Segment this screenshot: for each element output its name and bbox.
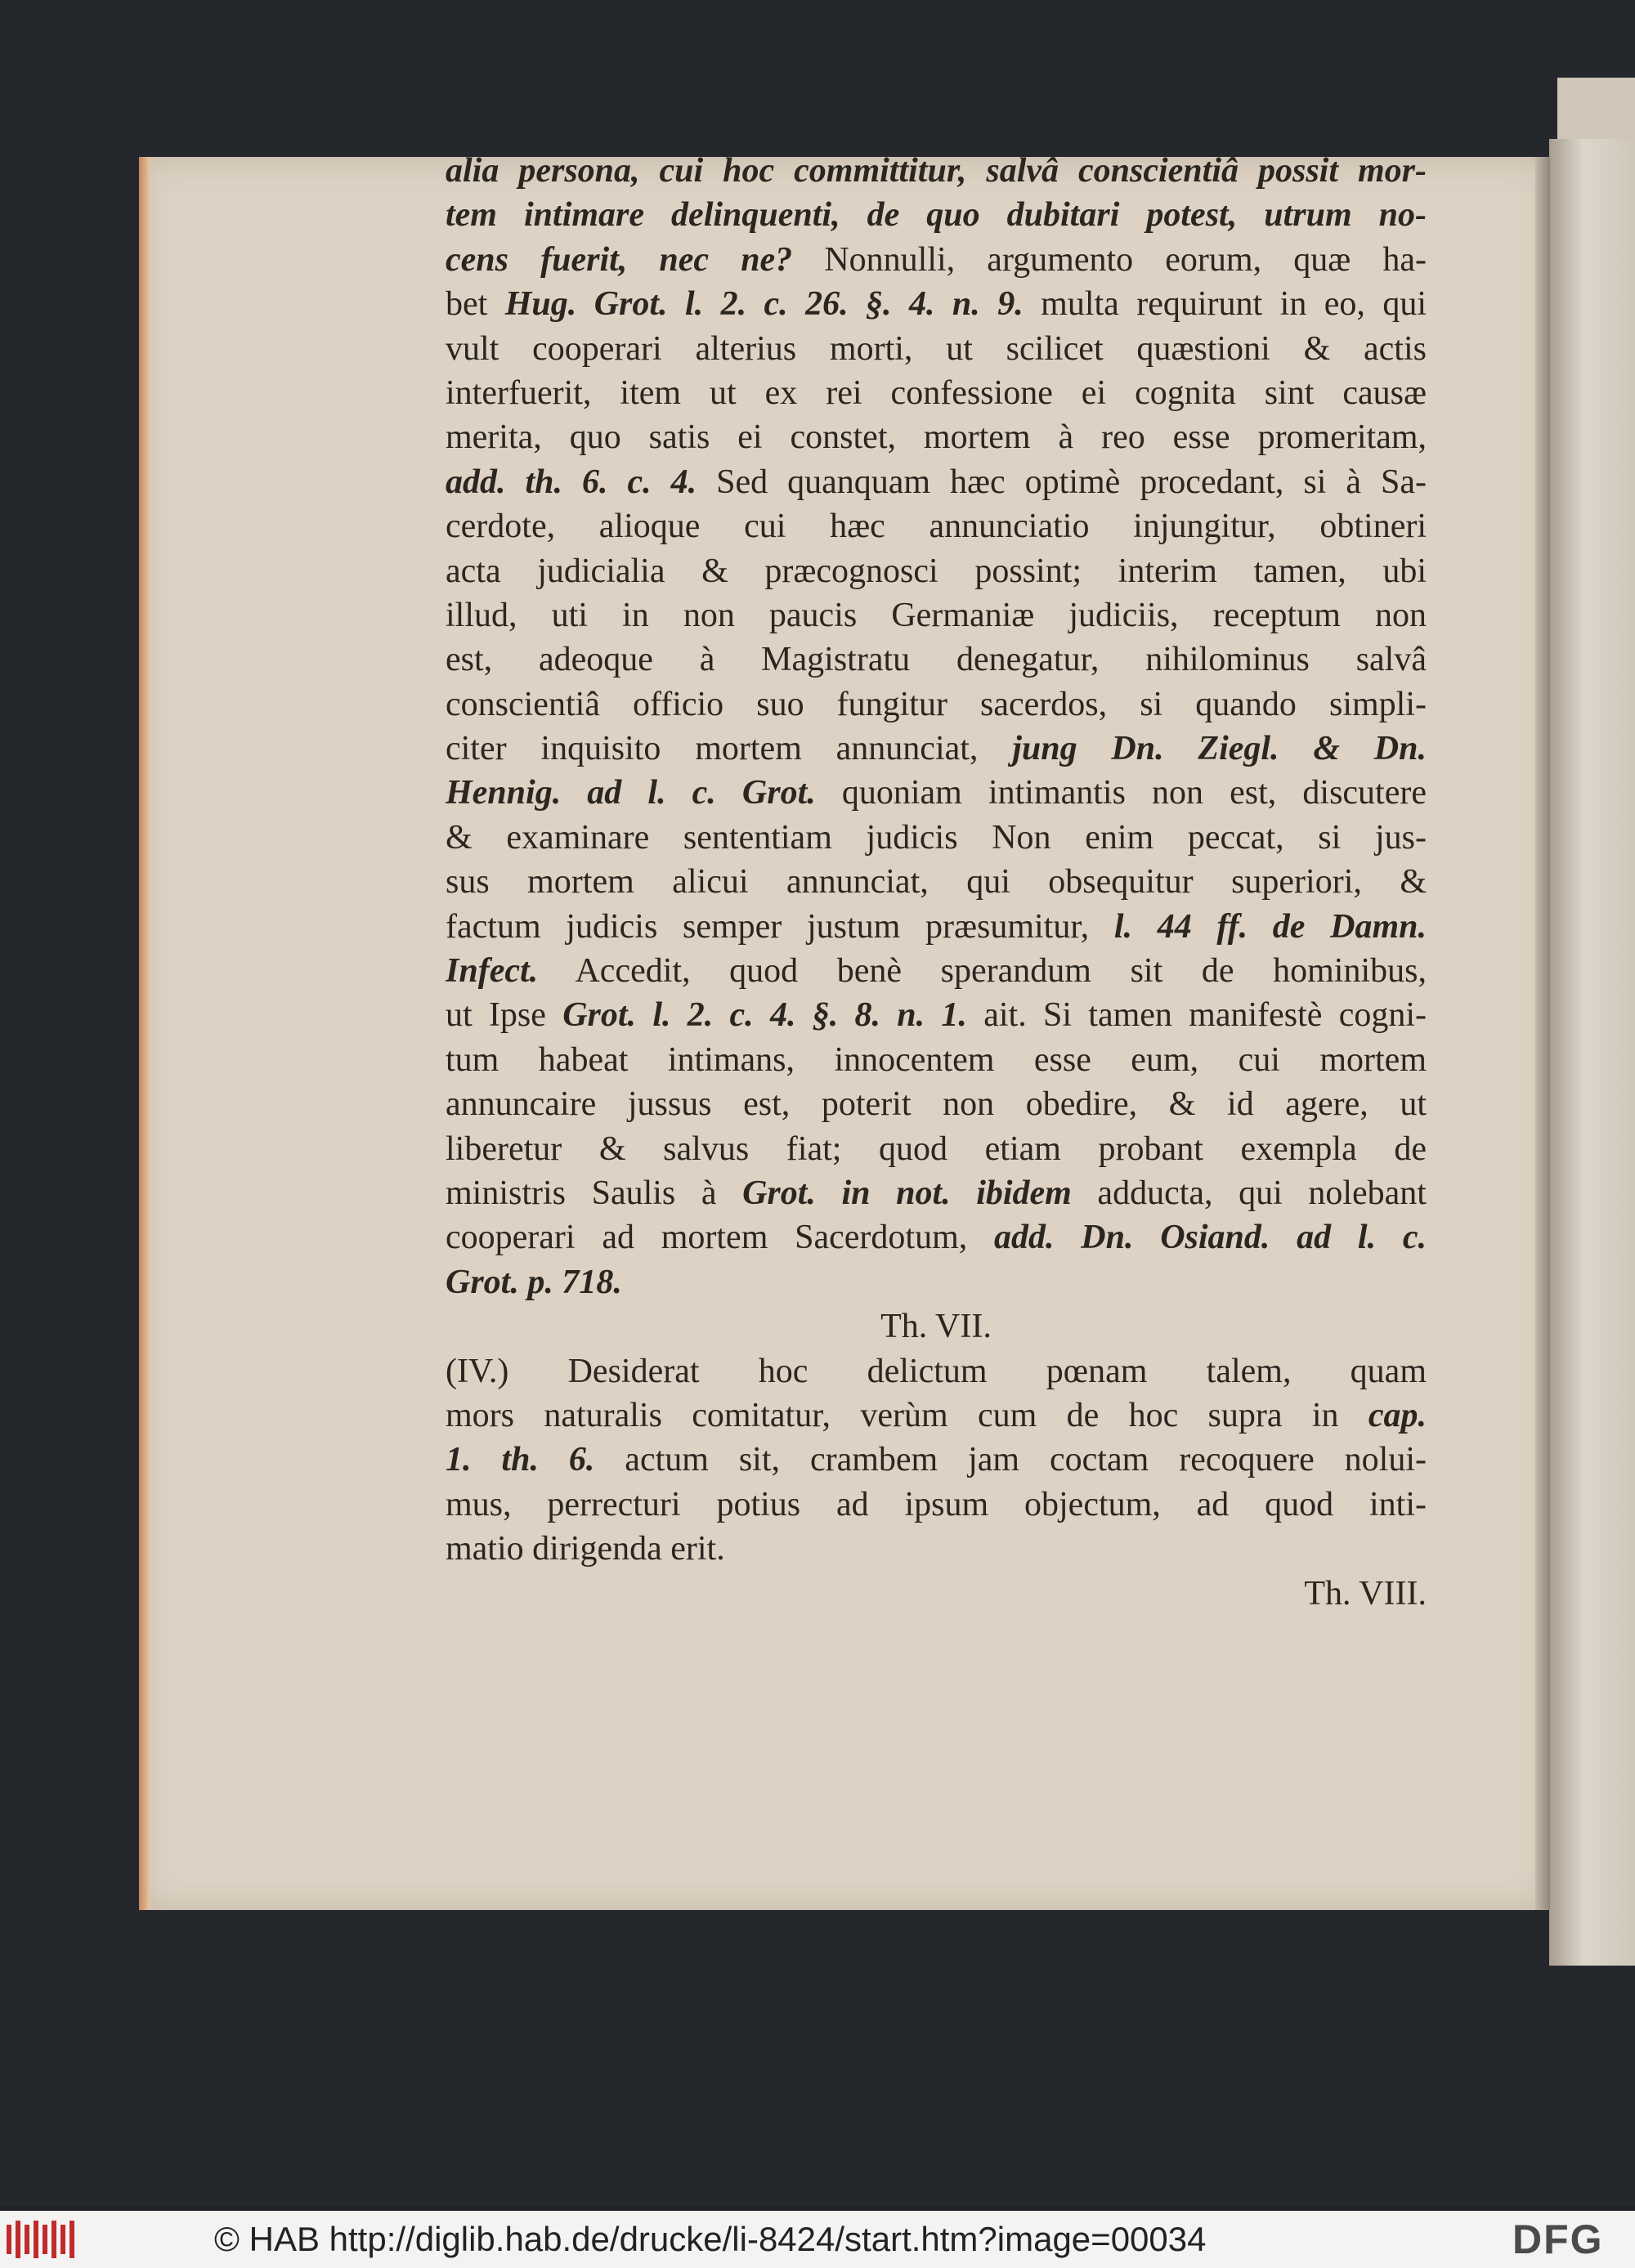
text-line <box>446 1527 1427 1571</box>
text-line <box>446 1349 1427 1393</box>
text-line <box>446 193 1427 237</box>
text-line <box>446 1171 1427 1215</box>
citation-text: cens fuerit, nec ne? <box>446 240 793 279</box>
citation-text: Infect. <box>446 952 539 991</box>
citation-text: Grot. in not. ibidem <box>742 1174 1072 1212</box>
text-line <box>446 371 1427 415</box>
text-line <box>446 238 1427 282</box>
body-text: Th. VIII. <box>1304 1574 1427 1613</box>
body-text: bet <box>446 285 505 324</box>
citation-text: cap. <box>1368 1396 1427 1434</box>
body-text: ut Ipse <box>446 996 563 1035</box>
text-line <box>446 415 1427 459</box>
body-text: sus mortem alicui annunciat, qui obsequitur superiori, & <box>446 863 1427 901</box>
body-text: quoniam intimantis non est, discutere <box>815 774 1427 812</box>
hab-logo-icon <box>0 2221 75 2258</box>
text-line <box>446 1127 1427 1171</box>
body-text: Sed quanquam hæc optimè procedant, si à Sa- <box>697 463 1427 501</box>
body-text: cerdote, alioque cui hæc annunciatio injungitur, obtineri <box>446 508 1427 546</box>
body-text: Accedit, quod benè sperandum sit de hominibus, <box>538 952 1427 991</box>
text-line <box>446 149 1427 193</box>
text-line <box>446 727 1427 771</box>
text-line <box>446 460 1427 504</box>
copyright-link[interactable]: © HAB http://diglib.hab.de/drucke/li-8424/start.htm?image=00034 <box>214 2220 1207 2258</box>
body-text: actum sit, crambem jam coctam recoquere nolui- <box>594 1441 1427 1479</box>
citation-text: Hug. Grot. l. 2. c. 26. §. 4. n. 9. <box>504 285 1024 324</box>
body-text: ministris Saulis à <box>446 1174 743 1212</box>
body-text: ait. Si tamen manifestè cogni- <box>966 996 1427 1035</box>
text-line <box>446 1082 1427 1126</box>
body-text: matio dirigenda erit. <box>446 1530 725 1568</box>
citation-text: add. Dn. Osiand. ad l. c. <box>994 1219 1427 1257</box>
body-text: merita, quo satis ei constet, mortem à reo esse promeritam, <box>446 418 1427 457</box>
text-line <box>446 282 1427 326</box>
body-text: citer inquisito mortem annunciat, <box>446 730 1013 768</box>
next-page-edge <box>1549 139 1635 1966</box>
text-line <box>446 1215 1427 1259</box>
text-line <box>446 993 1427 1037</box>
body-text: tum habeat intimans, innocentem esse eum, cui mortem <box>446 1040 1427 1079</box>
body-text: conscientiâ officio suo fungitur sacerdos, si quando simpli- <box>446 685 1427 723</box>
text-line <box>446 905 1427 949</box>
body-text: cooperari ad mortem Sacerdotum, <box>446 1219 994 1257</box>
text-line <box>446 1438 1427 1482</box>
text-line <box>446 682 1427 727</box>
citation-text: Grot. l. 2. c. 4. §. 8. n. 1. <box>562 996 967 1035</box>
text-line <box>446 1304 1427 1349</box>
body-text: interfuerit, item ut ex rei confessione ei cognita sint causæ <box>446 374 1427 412</box>
citation-text: Hennig. ad l. c. Grot. <box>446 774 816 812</box>
citation-text: Grot. p. 718. <box>446 1263 622 1301</box>
citation-text: tem intimare delinquenti, de quo dubitari potest, utrum no- <box>446 196 1427 235</box>
footer-bar <box>0 2211 1635 2268</box>
citation-text: 1. th. 6. <box>446 1441 595 1479</box>
body-text: acta judicialia & præcognosci possint; interim tamen, ubi <box>446 552 1427 590</box>
text-line <box>446 504 1427 548</box>
body-text: est, adeoque à Magistratu denegatur, nihilominus salvâ <box>446 641 1427 679</box>
text-line <box>446 1260 1427 1304</box>
citation-text: alia persona, cui hoc committitur, salvâ conscientiâ possit mor- <box>446 152 1427 190</box>
body-text: Nonnulli, argumento eorum, quæ ha- <box>792 240 1427 279</box>
body-text: annuncaire jussus est, poterit non obedire, & id agere, ut <box>446 1085 1427 1124</box>
citation-text: add. th. 6. c. 4. <box>446 463 697 501</box>
text-line <box>446 1483 1427 1527</box>
body-text: vult cooperari alterius morti, ut scilicet quæstioni & actis <box>446 329 1427 368</box>
text-line <box>446 771 1427 815</box>
body-text: (IV.) Desiderat hoc delictum pœnam talem, quam <box>446 1352 1427 1390</box>
text-line <box>446 549 1427 593</box>
text-line <box>446 1393 1427 1438</box>
citation-text: l. 44 ff. de Damn. <box>1113 907 1427 946</box>
text-line <box>446 637 1427 682</box>
body-text: mors naturalis comitatur, verùm cum de hoc supra in <box>446 1396 1368 1434</box>
text-line <box>446 593 1427 637</box>
body-text: factum judicis semper justum præsumitur, <box>446 907 1114 946</box>
citation-text: jung Dn. Ziegl. & Dn. <box>1012 730 1427 768</box>
body-text: & examinare sententiam judicis Non enim peccat, si jus- <box>446 818 1427 857</box>
text-line <box>446 1572 1427 1616</box>
text-line <box>446 860 1427 904</box>
body-text: illud, uti in non paucis Germaniæ judiciis, receptum non <box>446 596 1427 634</box>
body-text: mus, perrecturi potius ad ipsum objectum, ad quod inti- <box>446 1485 1427 1523</box>
text-line <box>446 1038 1427 1082</box>
book-spine <box>1535 157 1550 1910</box>
text-line <box>446 816 1427 860</box>
text-line <box>446 327 1427 371</box>
body-text: liberetur & salvus fiat; quod etiam probant exempla de <box>446 1130 1427 1168</box>
body-text: Th. VII. <box>880 1308 992 1346</box>
body-text: multa requirunt in eo, qui <box>1023 285 1427 324</box>
dfg-logo: DFG <box>1512 2217 1604 2262</box>
page-left-edge <box>139 157 150 1910</box>
text-line <box>446 949 1427 993</box>
body-text: adducta, qui nolebant <box>1071 1174 1427 1212</box>
page-text <box>446 149 1427 1616</box>
